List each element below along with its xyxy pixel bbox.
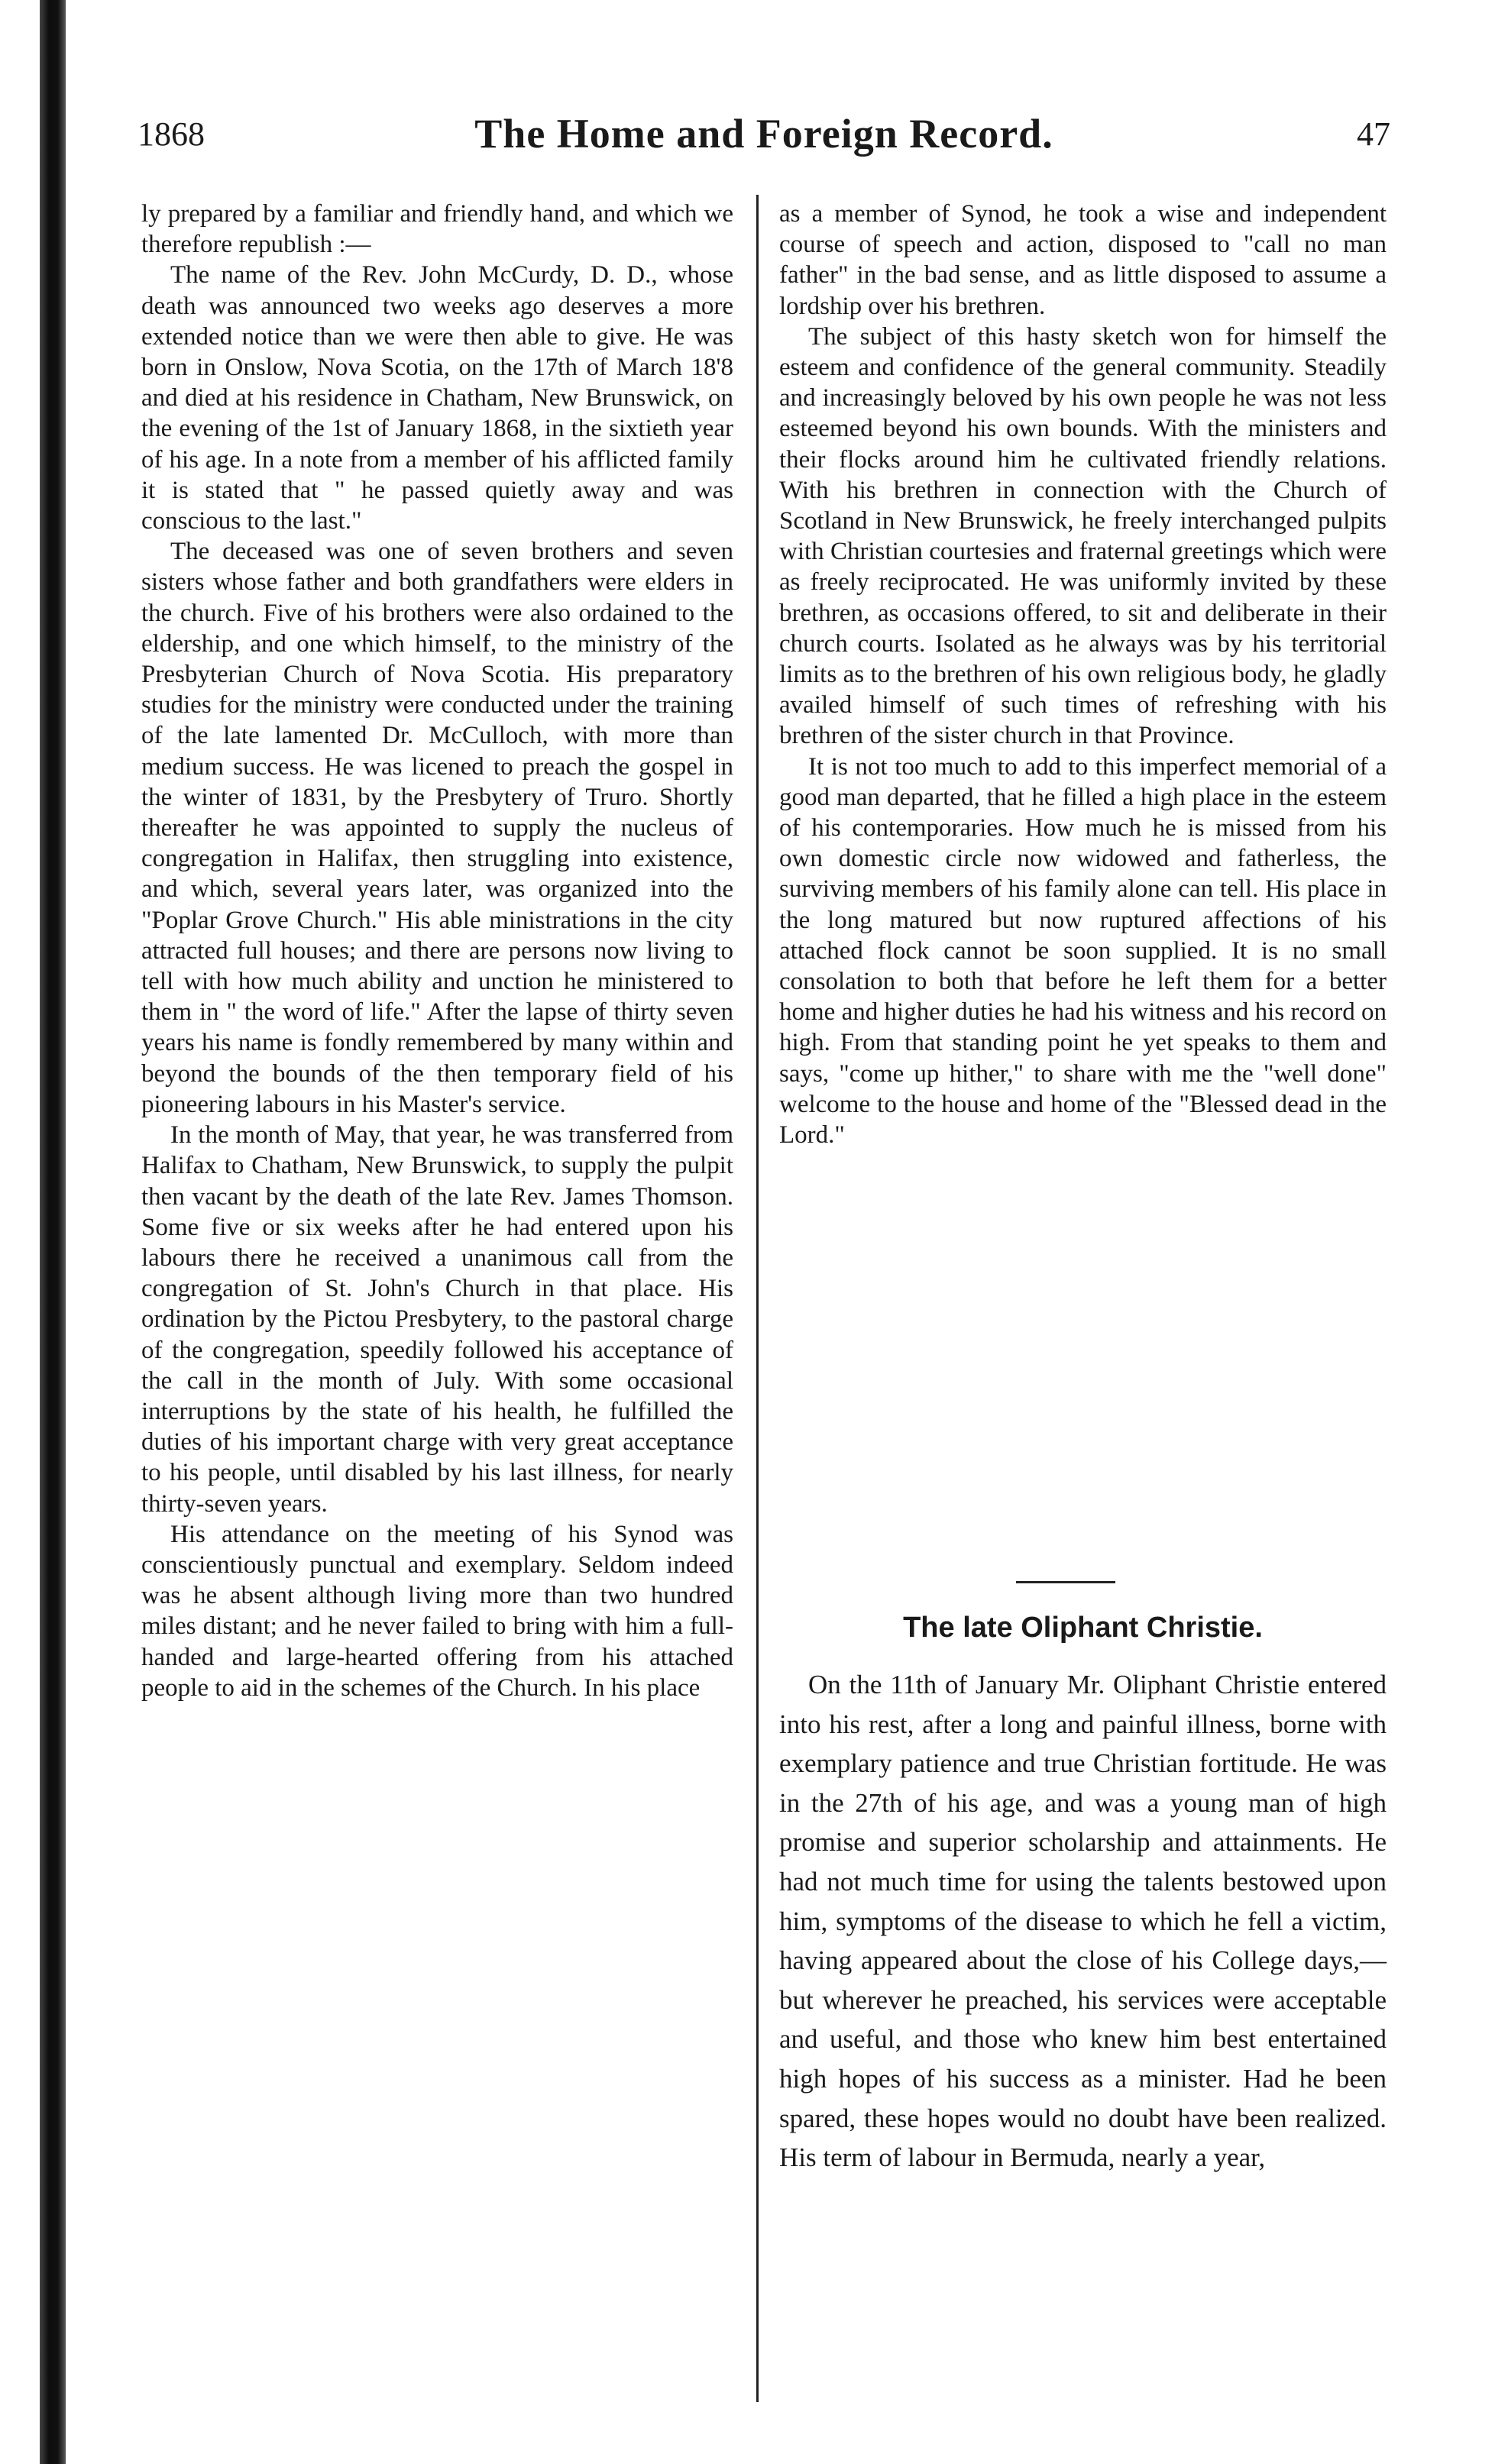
column-divider [756, 195, 759, 2402]
article-body [779, 1665, 1387, 2178]
right-column [779, 199, 1387, 1150]
paragraph: as a member of Synod, he took a wise and independent course of speech and action, disposed to "call no man father" in the bad sense, and as little disposed to assume a lordship over his brethren. [779, 200, 1387, 320]
paragraph: The subject of this hasty sketch won for himself the esteem and confidence of the general community. Steadily and increasingly beloved by his own people he was not less esteemed beyond his own bounds. With the ministers and their flocks around him he cultivated friendly relations. With his brethren in connection with the Church of Scotland in New Brunswick, he freely interchanged pulpits with Christian courtesies and fraternal greetings which were as freely reciprocated. He was uniformly invited by these brethren, as occasions offered, to sit and deliberate in their church courts. Isolated as he always was by his territorial limits as to the brethren of his own religious body, he gladly availed himself of such times of refreshing with his brethren of the sister church in that Province. [779, 322, 1387, 750]
paragraph: His attendance on the meeting of his Synod was conscientiously punctual and exemplary. Seldom indeed was he absent although living more than two hundred miles distant; and he never failed to bring with him a full-handed and large-hearted offering from his attached people to aid in the schemes of the Church. In his place [141, 1520, 733, 1702]
page-header [138, 111, 1390, 168]
paragraph: The name of the Rev. John McCurdy, D. D., whose death was announced two weeks ago deserves a more extended notice than we were then able to give. He was born in Onslow, Nova Scotia, on the 17th of March 18'8 and died at his residence in Chatham, New Brunswick, on the evening of the 1st of January 1868, in the sixtieth year of his age. In a note from a member of his afflicted family it is stated that " he passed quietly away and was conscious to the last." [141, 261, 733, 535]
header-year: 1868 [138, 115, 205, 153]
paragraph: The deceased was one of seven brothers and seven sisters whose father and both grandfathers were elders in the church. Five of his brothers were also ordained to the eldership, and one which himself, to the ministry of the Presbyterian Church of Nova Scotia. His preparatory studies for the ministry were conducted under the training of the late lamented Dr. McCulloch, with more than medium success. He was licened to preach the gospel in the winter of 1831, by the Presbytery of Truro. Shortly thereafter he was appointed to supply the nucleus of congregation in Halifax, then struggling into existence, and which, several years later, was organized into the "Poplar Grove Church." His able ministrations in the city attracted full houses; and there are persons now living to tell with how much ability and unction he ministered to them in " the word of life." After the lapse of thirty seven years his name is fondly remembered by many within and beyond the bounds of the then temporary field of his pioneering labours in his Master's service. [141, 538, 733, 1118]
journal-title: The Home and Foreign Record. [474, 111, 1053, 157]
article-heading: The late Oliphant Christie. [903, 1612, 1263, 1644]
paragraph: On the 11th of January Mr. Oliphant Christie entered into his rest, after a long and painful illness, borne with exemplary patience and true Christian fortitude. He was in the 27th of his age, and was a young man of high promise and superior scholarship and attainments. He had not much time for using the talents bestowed upon him, symptoms of the disease to which he fell a victim, having appeared about the close of his College days,—but wherever he preached, his services were acceptable and useful, and those who knew him best entertained high hopes of his success as a minister. Had he been spared, these hopes would no doubt have been realized. His term of labour in Bermuda, nearly a year, [779, 1670, 1387, 2173]
paragraph: It is not too much to add to this imperfect memorial of a good man departed, that he filled a high place in the esteem of his contemporaries. How much he is missed from his own domestic circle now widowed and fatherless, the surviving members of his family alone can tell. His place in the long matured but now ruptured affections of his attached flock cannot be soon supplied. It is no small consolation to both that before he left them for a better home and higher duties he had his witness and his record on high. From that standing point he yet speaks to them and says, "come up hither," to share with me the "well done" welcome to the house and home of the "Blessed dead in the Lord." [779, 752, 1387, 1150]
section-divider [1016, 1581, 1115, 1583]
paragraph: ly prepared by a familiar and friendly hand, and which we therefore republish :— [141, 200, 733, 259]
page-number: 47 [1357, 115, 1390, 153]
paragraph: In the month of May, that year, he was transferred from Halifax to Chatham, New Brunswick, to supply the pulpit then vacant by the death of the late Rev. James Thomson. Some five or six weeks after he had entered upon his labours there he received a unanimous call from the congregation of St. John's Church in that place. His ordination by the Pictou Presbytery, to the pastoral charge of the congregation, speedily followed his acceptance of the call in the month of July. With some occasional interruptions by the state of his health, he fulfilled the duties of his important charge with very great acceptance to his people, until disabled by his last illness, for nearly thirty-seven years. [141, 1121, 733, 1518]
left-column [141, 199, 733, 1703]
binding-edge [40, 0, 66, 2464]
